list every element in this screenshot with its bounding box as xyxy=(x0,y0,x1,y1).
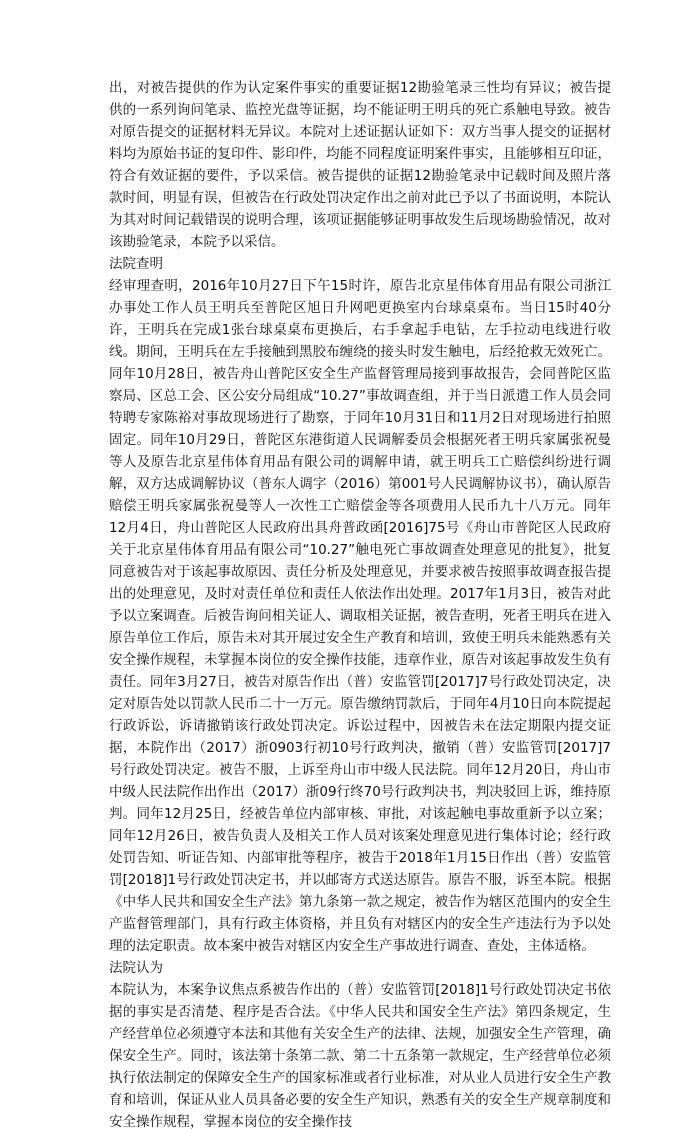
evidence-paragraph: 出，对被告提供的作为认定案件事实的重要证据12勘验笔录三性均有异议；被告提供的一系列询问笔录、监控光盘等证据，均不能证明王明兵的死亡系触电导致。被告对原告提交的证据材料无异议。本院对上述证据认证如下：双方当事人提交的证据材料均为原始书证的复印件、影印件，均能不同程度证明案件事实，且能够相互印证，符合有效证据的要件，予以采信。被告提供的证据12勘验笔录中记载时间及照片落款时间，明显有误，但被告在行政处罚决定作出之前对此已予以了书面说明，本院认为其对时间记载错误的说明合理，该项证据能够证明事故发生后现场勘验情况，故对该勘验笔录，本院予以采信。 xyxy=(109,80,611,250)
section-heading-opinion: 法院认为 xyxy=(109,960,163,976)
section-heading-facts: 法院查明 xyxy=(109,256,163,272)
document-page xyxy=(109,77,611,1133)
opinion-paragraph: 本院认为，本案争议焦点系被告作出的（普）安监管罚[2018]1号行政处罚决定书依据的事实是否清楚、程序是否合法。《中华人民共和国安全生产法》第四条规定，生产经营单位必须遵守本法和其他有关安全生产的法律、法规，加强安全生产管理，确保安全生产。同时，该法第十条第二款、第二十五条第一款规定，生产经营单位必须执行依法制定的保障安全生产的国家标准或者行业标准，对从业人员进行安全生产教育和培训，保证从业人员具备必要的安全生产知识，熟悉有关的安全生产规章制度和安全操作规程，掌握本岗位的安全操作技 xyxy=(109,982,611,1130)
facts-paragraph: 经审理查明，2016年10月27日下午15时许，原告北京星伟体育用品有限公司浙江办事处工作人员王明兵至普陀区旭日升网吧更换室内台球桌桌布。当日15时40分许，王明兵在完成1张台球桌桌布更换后，右手拿起手电钻，左手拉动电线进行收线。期间，王明兵在左手接触到黑胶布缠绕的接头时发生触电，后经抢救无效死亡。同年10月28日，被告舟山普陀区安全生产监督管理局接到事故报告，会同普陀区监察局、区总工会、区公安分局组成“10.27”事故调查组，并于当日派遣工作人员会同特聘专家陈裕对事故现场进行了勘察，于同年10月31日和11月2日对现场进行拍照固定。同年10月29日，普陀区东港街道人民调解委员会根据死者王明兵家属张祝曼等人及原告北京星伟体育用品有限公司的调解申请，就王明兵工亡赔偿纠纷进行调解，双方达成调解协议（普东人调字（2016）第001号人民调解协议书），确认原告赔偿王明兵家属张祝曼等人一次性工亡赔偿金等各项费用人民币九十八万元。同年12月4日，舟山普陀区人民政府出具舟普政函[2016]75号《舟山市普陀区人民政府关于北京星伟体育用品有限公司“10.27”触电死亡事故调查处理意见的批复》，批复同意被告对于该起事故原因、责任分析及处理意见，并要求被告按照事故调查报告提出的处理意见，及时对责任单位和责任人依法作出处理。2017年1月3日，被告对此予以立案调查。后被告询问相关证人、调取相关证据，被告查明，死者王明兵在进入原告单位工作后，原告未对其开展过安全生产教育和培训，致使王明兵未能熟悉有关安全操作规程，未掌握本岗位的安全操作技能，违章作业，原告对该起事故发生负有责任。同年3月27日，被告对原告作出（普）安监管罚[2017]7号行政处罚决定，决定对原告处以罚款人民币二十一万元。原告缴纳罚款后，于同年4月10日向本院提起行政诉讼，诉请撤销该行政处罚决定。诉讼过程中，因被告未在法定期限内提交证据，本院作出（2017）浙0903行初10号行政判决，撤销（普）安监管罚[2017]7号行政处罚决定。被告不服，上诉至舟山市中级人民法院。同年12月20日，舟山市中级人民法院作出作出（2017）浙09行终70号行政判决书，判决驳回上诉，维持原判。同年12月25日，经被告单位内部审核、审批，对该起触电事故重新予以立案；同年12月26日，被告负责人及相关工作人员对该案处理意见进行集体讨论；经行政处罚告知、听证告知、内部审批等程序，被告于2018年1月15日作出（普）安监管罚[2018]1号行政处罚决定书，并以邮寄方式送达原告。原告不服，诉至本院。根据《中华人民共和国安全生产法》第九条第一款之规定，被告作为辖区范围内的安全生产监督管理部门，具有行政主体资格，并且负有对辖区内的安全生产违法行为予以处理的法定职责。故本案中被告对辖区内安全生产事故进行调查、查处，主体适格。 xyxy=(109,278,611,954)
